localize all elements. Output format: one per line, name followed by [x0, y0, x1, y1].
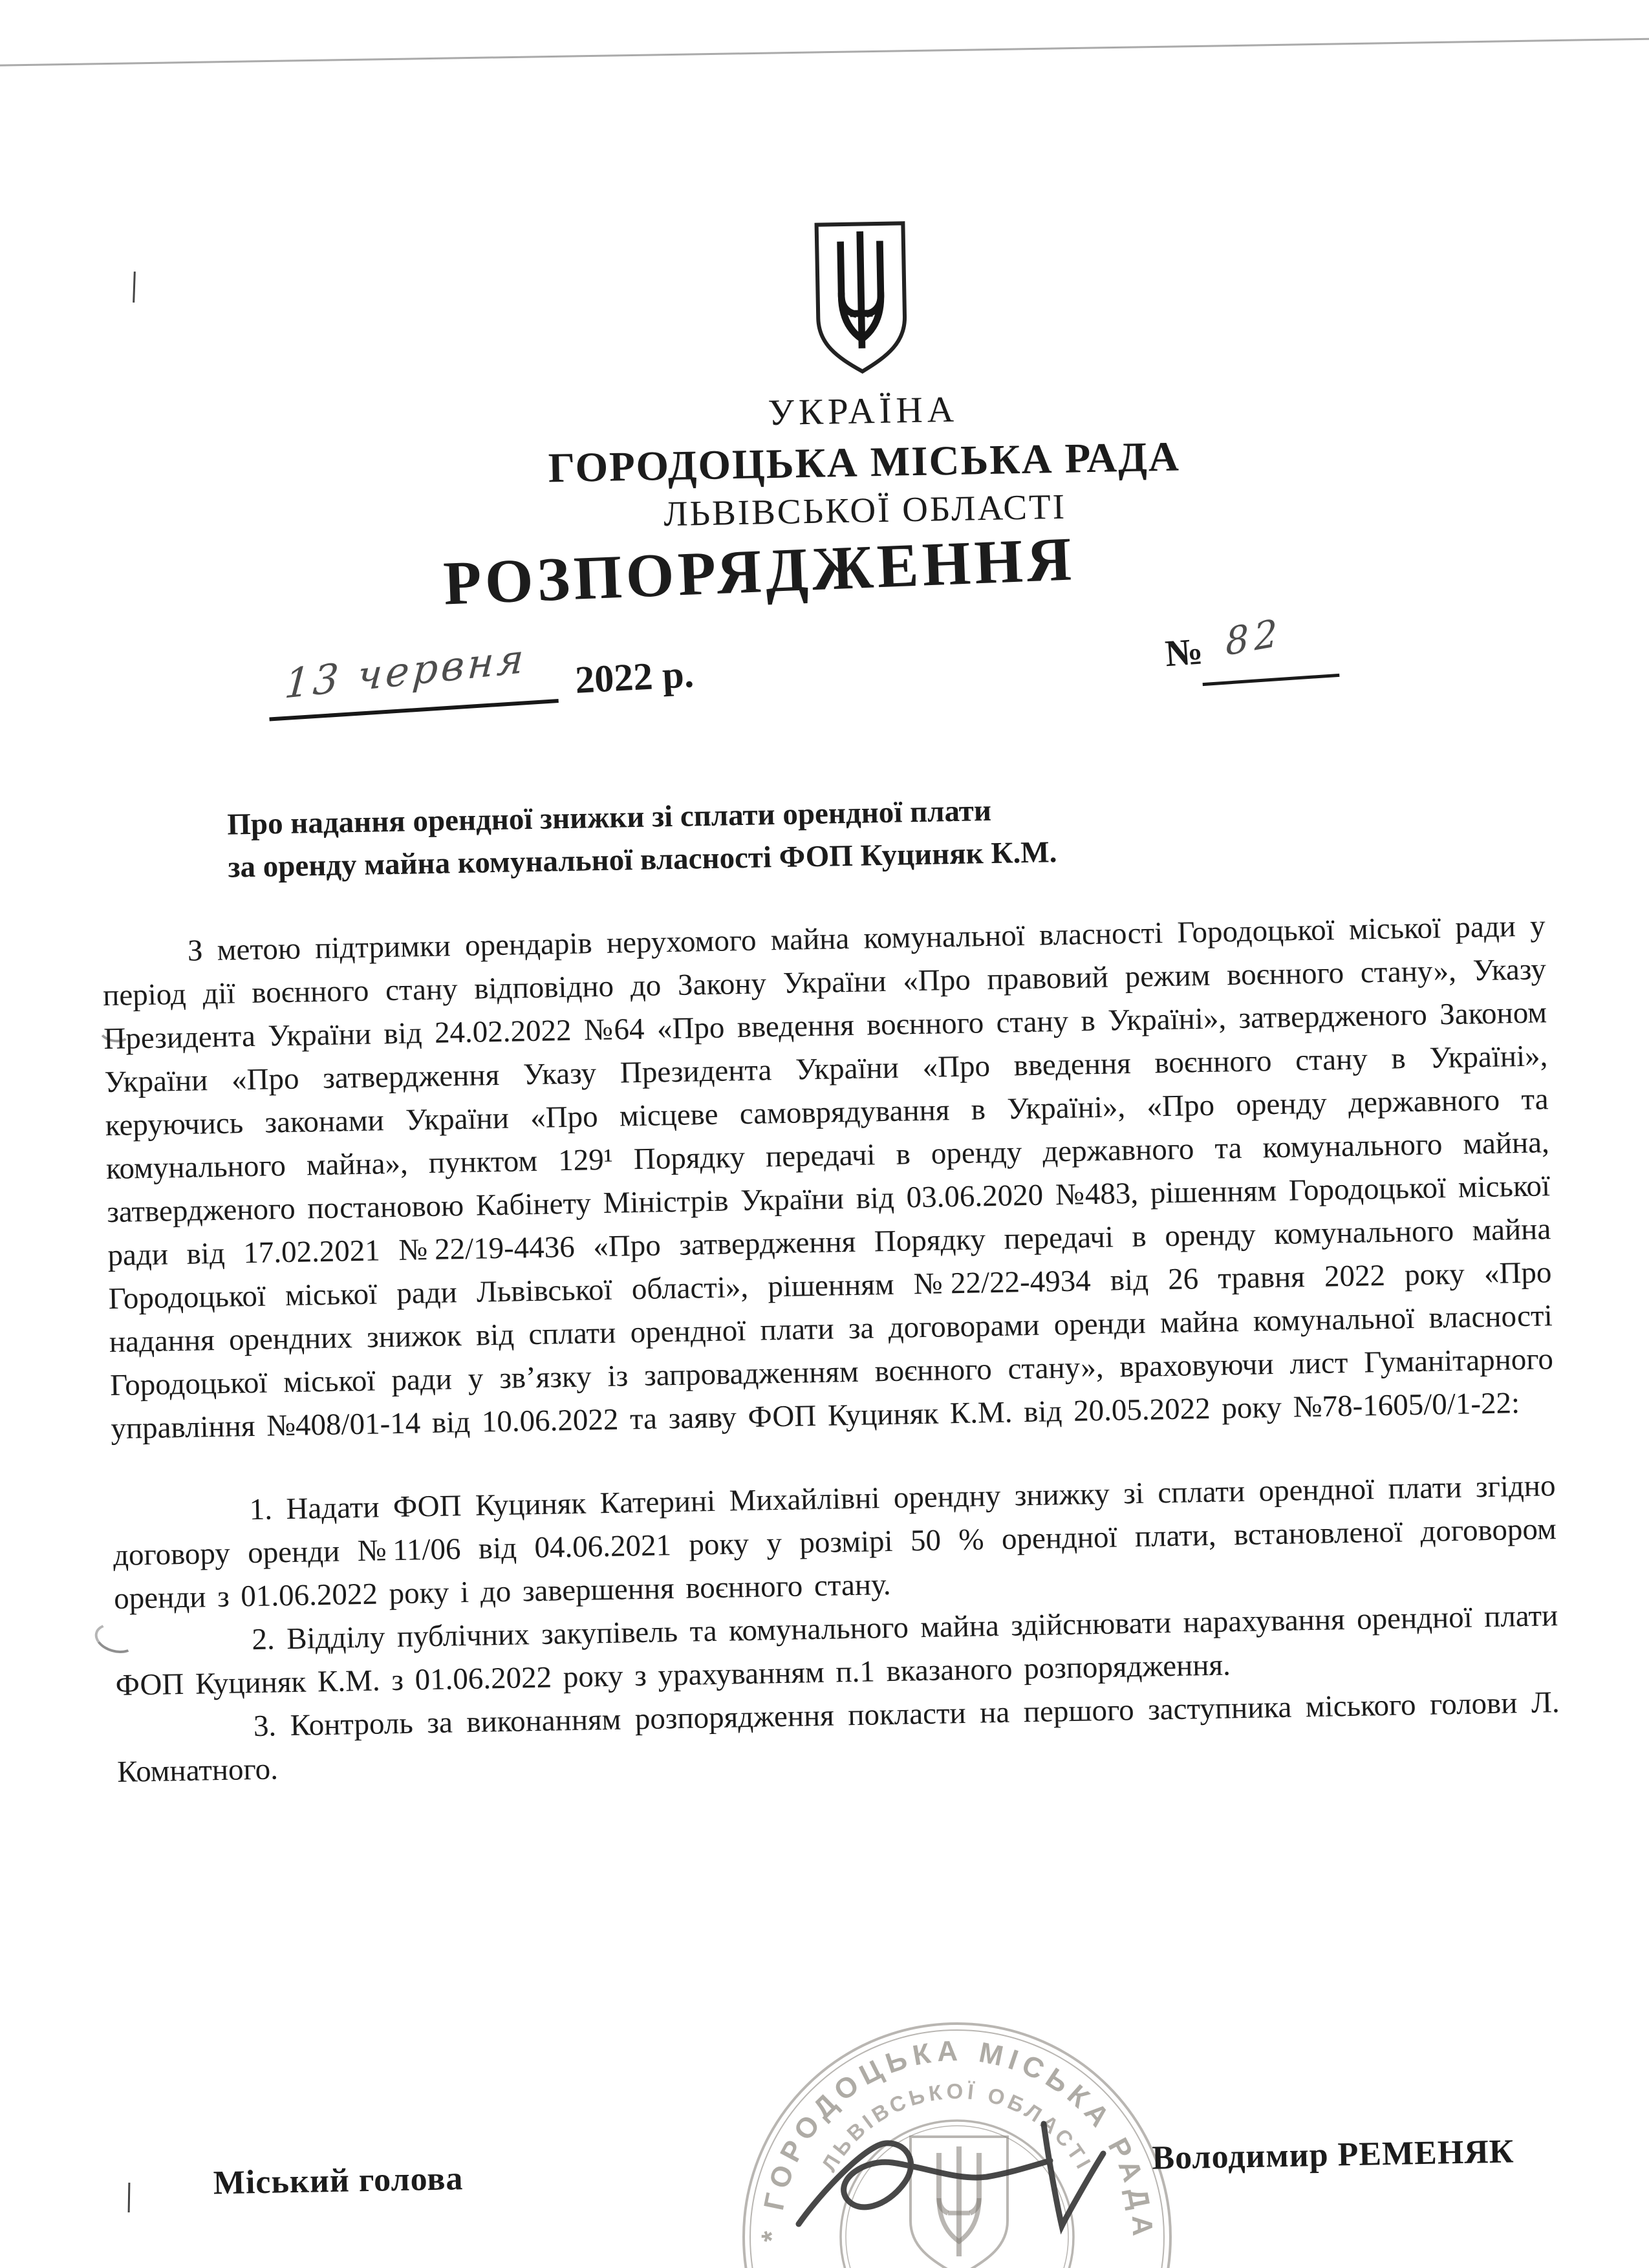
subject-line-1: Про надання орендної знижки зі сплати орендної плати [226, 793, 992, 842]
preamble-paragraph: З метою підтримки орендарів нерухомого майна комунальної власності Городоцької міської ради у період дії воєнного стану відповідно до Закону України «Про правовий режим воєнного стану», Указу Президента України від 24.02.2022 №64 «Про введення воєнного стану в Україні», затвердженого Законом України «Про затвердження Указу Президента України «Про введення воєнного стану в Україні», керуючись законами України «Про місцеве самоврядування в Україні», «Про оренду державного та комунального майна», пунктом 129¹ Порядку передачі в оренду державного та комунального майна, затвердженого постановою Кабінету Міністрів України від 03.06.2020 №483, рішенням Городоцької міської ради від 17.02.2021 №22/19-4436 «Про затвердження Порядку передачі в оренду комунального майна Городоцької міської ради Львівської області», рішенням №22/22-4934 від 26 травня 2022 року «Про надання орендних знижок від сплати орендної плати за договорами оренди майна комунальної власності Городоцької міської ради у зв’язку із запровадженням воєнного стану», враховуючи лист Гуманітарного управління №408/01-14 від 10.06.2022 та заяву ФОП Куциняк К.М. від 20.05.2022 року №78-1605/0/1-22: [102, 909, 1554, 1446]
subject-title [227, 781, 1457, 889]
printed-year: 2022 р. [574, 652, 695, 701]
order-item-1: 1. Надати ФОП Куциняк Катерині Михайлівні орендну знижку зі сплати орендної плати згідно договору оренди №11/06 від 04.06.2021 року у розмірі 50 % орендної плати, встановленої договором оренди з 01.06.2022 року і до завершення воєнного стану. [113, 1469, 1557, 1616]
letterhead [87, 205, 1638, 545]
document-type-title: РОЗПОРЯДЖЕННЯ [442, 524, 1077, 618]
order-body [102, 904, 1560, 1794]
number-label: № [1163, 630, 1205, 675]
handwritten-number: 82 [1224, 610, 1284, 665]
subject-line-2: за оренду майна комунальної власності ФОП Куциняк К.М. [228, 835, 1057, 884]
trident-emblem-icon [810, 218, 911, 378]
seal-outer-text: * ГОРОДОЦЬКА МІСЬКА РАДА [755, 2035, 1159, 2243]
order-item-3: 3. Контроль за виконанням розпорядження покласти на першого заступника міського голови Л. Комнатного. [116, 1685, 1560, 1789]
order-item-2: 2. Відділу публічних закупівель та комунального майна здійснювати нарахування орендної плати ФОП Куциняк К.М. з 01.06.2022 року з урахуванням п.1 вказаного розпорядження. [115, 1599, 1558, 1702]
number-underline [1203, 674, 1340, 686]
signatory-position: Міський голова [213, 2160, 464, 2202]
seal-inner-text: ЛЬВІВСЬКОЇ ОБЛАСТІ [817, 2079, 1098, 2176]
country-name: УКРАЇНА [768, 389, 959, 434]
signatory-name: Володимир РЕМЕНЯК [1151, 2133, 1514, 2177]
council-name: ГОРОДОЦЬКА МІСЬКА РАДА [548, 433, 1181, 492]
region-name: ЛЬВІВСЬКОЇ ОБЛАСТІ [663, 486, 1067, 534]
handwritten-date: 13 червня [283, 634, 529, 708]
